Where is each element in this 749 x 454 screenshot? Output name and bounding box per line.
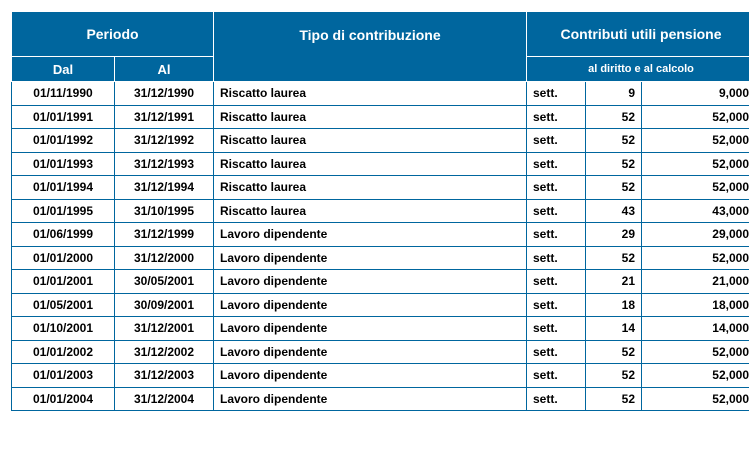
cell-tipo: Riscatto laurea — [214, 176, 527, 200]
cell-val: 52,000 — [642, 340, 749, 364]
cell-tipo: Riscatto laurea — [214, 199, 527, 223]
cell-num: 21 — [586, 270, 642, 294]
cell-unit: sett. — [527, 340, 586, 364]
cell-tipo: Riscatto laurea — [214, 105, 527, 129]
cell-unit: sett. — [527, 246, 586, 270]
cell-dal: 01/01/2001 — [12, 270, 115, 294]
header-diritto-calcolo: al diritto e al calcolo — [527, 57, 749, 82]
table-row — [12, 152, 749, 176]
cell-al: 31/12/1991 — [115, 105, 214, 129]
cell-val: 52,000 — [642, 364, 749, 388]
cell-al: 31/12/1993 — [115, 152, 214, 176]
table-body — [12, 82, 749, 411]
cell-tipo: Lavoro dipendente — [214, 340, 527, 364]
cell-num: 52 — [586, 176, 642, 200]
cell-dal: 01/01/1991 — [12, 105, 115, 129]
cell-tipo: Riscatto laurea — [214, 129, 527, 153]
cell-dal: 01/11/1990 — [12, 82, 115, 106]
cell-val: 21,000 — [642, 270, 749, 294]
cell-unit: sett. — [527, 199, 586, 223]
cell-al: 31/10/1995 — [115, 199, 214, 223]
cell-tipo: Lavoro dipendente — [214, 387, 527, 411]
header-tipo-label: Tipo di contribuzione — [299, 26, 441, 43]
cell-val: 43,000 — [642, 199, 749, 223]
table-row — [12, 293, 749, 317]
cell-unit: sett. — [527, 129, 586, 153]
cell-unit: sett. — [527, 152, 586, 176]
table-row — [12, 129, 749, 153]
cell-num: 52 — [586, 129, 642, 153]
cell-al: 31/12/2001 — [115, 317, 214, 341]
cell-unit: sett. — [527, 317, 586, 341]
cell-unit: sett. — [527, 270, 586, 294]
cell-al: 31/12/2003 — [115, 364, 214, 388]
cell-tipo: Lavoro dipendente — [214, 246, 527, 270]
table-row — [12, 105, 749, 129]
table-row — [12, 223, 749, 247]
cell-num: 52 — [586, 340, 642, 364]
cell-dal: 01/05/2001 — [12, 293, 115, 317]
cell-val: 52,000 — [642, 246, 749, 270]
cell-al: 31/12/2002 — [115, 340, 214, 364]
table-header — [12, 12, 749, 82]
table-row — [12, 317, 749, 341]
cell-num: 52 — [586, 364, 642, 388]
cell-num: 52 — [586, 152, 642, 176]
cell-num: 9 — [586, 82, 642, 106]
cell-num: 52 — [586, 387, 642, 411]
cell-unit: sett. — [527, 387, 586, 411]
header-tipo-contribuzione — [214, 12, 527, 82]
table-row — [12, 270, 749, 294]
cell-dal: 01/01/2004 — [12, 387, 115, 411]
cell-num: 52 — [586, 105, 642, 129]
cell-unit: sett. — [527, 293, 586, 317]
cell-tipo: Lavoro dipendente — [214, 364, 527, 388]
cell-dal: 01/01/1995 — [12, 199, 115, 223]
cell-tipo: Lavoro dipendente — [214, 317, 527, 341]
cell-al: 31/12/2000 — [115, 246, 214, 270]
cell-tipo: Riscatto laurea — [214, 152, 527, 176]
cell-tipo: Lavoro dipendente — [214, 270, 527, 294]
cell-dal: 01/01/2003 — [12, 364, 115, 388]
cell-al: 30/09/2001 — [115, 293, 214, 317]
cell-tipo: Lavoro dipendente — [214, 293, 527, 317]
cell-dal: 01/01/1992 — [12, 129, 115, 153]
cell-num: 18 — [586, 293, 642, 317]
cell-al: 31/12/1999 — [115, 223, 214, 247]
cell-val: 9,000 — [642, 82, 749, 106]
table-row — [12, 387, 749, 411]
cell-unit: sett. — [527, 364, 586, 388]
table-row — [12, 340, 749, 364]
cell-tipo: Riscatto laurea — [214, 82, 527, 106]
table-row — [12, 199, 749, 223]
cell-dal: 01/01/2000 — [12, 246, 115, 270]
cell-val: 52,000 — [642, 176, 749, 200]
cell-val: 14,000 — [642, 317, 749, 341]
cell-dal: 01/10/2001 — [12, 317, 115, 341]
table-row — [12, 246, 749, 270]
table-row — [12, 176, 749, 200]
cell-dal: 01/01/2002 — [12, 340, 115, 364]
cell-unit: sett. — [527, 105, 586, 129]
cell-dal: 01/01/1993 — [12, 152, 115, 176]
cell-val: 18,000 — [642, 293, 749, 317]
header-periodo: Periodo — [12, 12, 214, 57]
table-row — [12, 364, 749, 388]
cell-al: 31/12/2004 — [115, 387, 214, 411]
cell-unit: sett. — [527, 82, 586, 106]
table-row — [12, 82, 749, 106]
cell-val: 52,000 — [642, 105, 749, 129]
cell-al: 31/12/1994 — [115, 176, 214, 200]
cell-dal: 01/01/1994 — [12, 176, 115, 200]
cell-val: 52,000 — [642, 152, 749, 176]
contributions-table — [11, 11, 749, 411]
header-dal: Dal — [12, 57, 115, 82]
cell-num: 14 — [586, 317, 642, 341]
cell-num: 29 — [586, 223, 642, 247]
cell-al: 30/05/2001 — [115, 270, 214, 294]
header-al: Al — [115, 57, 214, 82]
cell-unit: sett. — [527, 223, 586, 247]
cell-tipo: Lavoro dipendente — [214, 223, 527, 247]
cell-num: 43 — [586, 199, 642, 223]
cell-al: 31/12/1990 — [115, 82, 214, 106]
cell-val: 52,000 — [642, 387, 749, 411]
cell-al: 31/12/1992 — [115, 129, 214, 153]
cell-unit: sett. — [527, 176, 586, 200]
header-contributi: Contributi utili pensione — [527, 12, 749, 57]
cell-dal: 01/06/1999 — [12, 223, 115, 247]
cell-num: 52 — [586, 246, 642, 270]
cell-val: 29,000 — [642, 223, 749, 247]
cell-val: 52,000 — [642, 129, 749, 153]
